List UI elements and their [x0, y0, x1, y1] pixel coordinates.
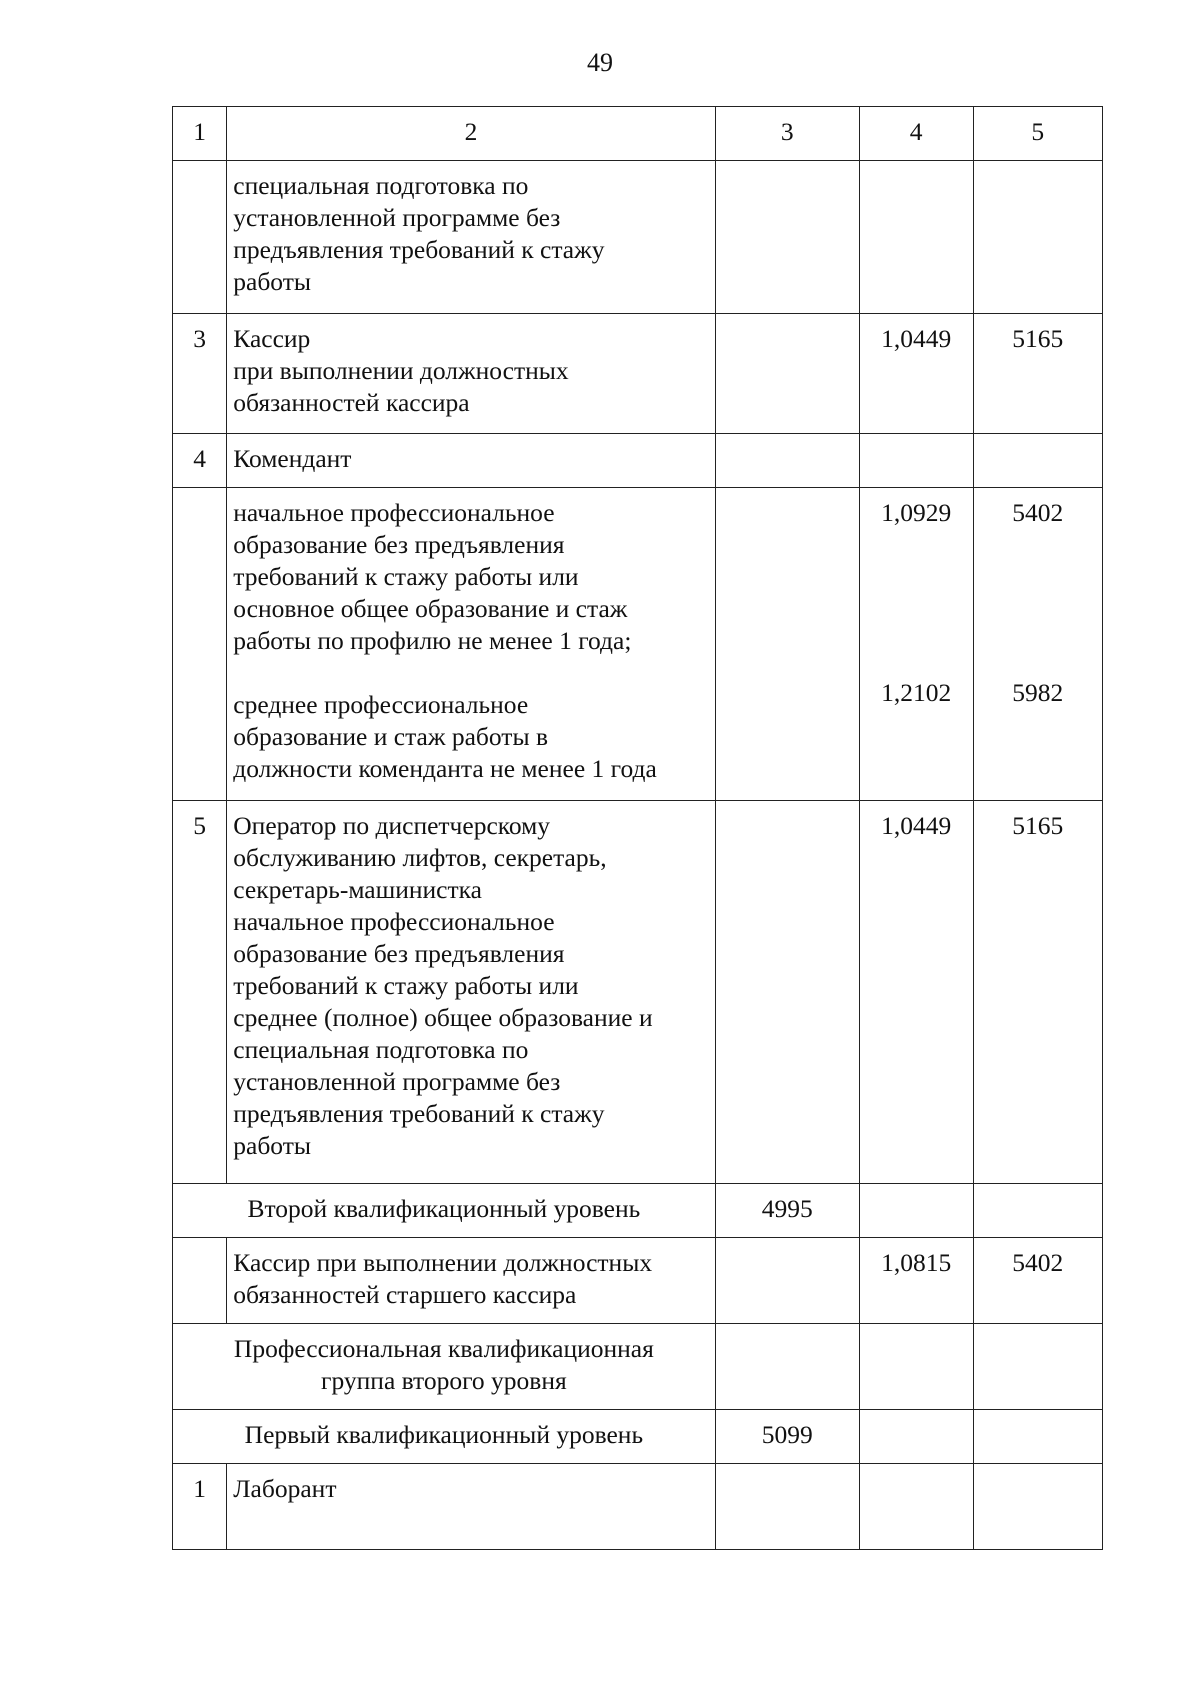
row-salary	[973, 1184, 1102, 1238]
komendant-option-a: начальное профессиональное образование без предъявления требований к стажу работы или основное общее образование и стаж работы по профилю не менее 1 года;	[233, 498, 632, 655]
header-col-3: 3	[715, 107, 859, 161]
row-salary: 5165	[973, 314, 1102, 434]
row-salary	[973, 488, 1102, 801]
row-coefficient: 1,0449	[859, 314, 973, 434]
table-row	[173, 314, 1103, 434]
base-salary: 5099	[715, 1410, 859, 1464]
row-salary	[973, 1410, 1102, 1464]
row-number-empty	[173, 488, 227, 801]
row-col-3	[715, 314, 859, 434]
row-coefficient	[859, 1464, 973, 1550]
table-row	[173, 1238, 1103, 1324]
row-coefficient	[859, 1410, 973, 1464]
header-col-4: 4	[859, 107, 973, 161]
qualification-level-label: Второй квалификационный уровень	[173, 1184, 716, 1238]
qualification-group-label: Профессиональная квалификационная группа второго уровня	[173, 1324, 716, 1410]
row-coefficient	[859, 434, 973, 488]
table-row	[173, 161, 1103, 314]
row-coefficient	[859, 488, 973, 801]
row-coefficient: 1,0815	[859, 1238, 973, 1324]
row-salary	[973, 161, 1102, 314]
salary-b: 5982	[1012, 678, 1064, 707]
row-number	[173, 161, 227, 314]
qualification-level-row	[173, 1410, 1103, 1464]
row-col-3	[715, 801, 859, 1184]
qualification-level-row	[173, 1184, 1103, 1238]
row-coefficient	[859, 161, 973, 314]
coefficient-b: 1,2102	[881, 678, 952, 707]
row-coefficient: 1,0449	[859, 801, 973, 1184]
row-description: Кассир при выполнении должностных обязанностей старшего кассира	[227, 1238, 715, 1324]
row-salary	[973, 1324, 1102, 1410]
base-salary: 4995	[715, 1184, 859, 1238]
salary-a: 5402	[1012, 498, 1064, 527]
row-description: Лаборант	[227, 1464, 715, 1550]
row-description	[227, 488, 715, 801]
table-row	[173, 434, 1103, 488]
table-row	[173, 801, 1103, 1184]
row-number: 3	[173, 314, 227, 434]
row-number: 1	[173, 1464, 227, 1550]
header-col-5: 5	[973, 107, 1102, 161]
komendant-option-b: среднее профессиональное образование и стаж работы в должности коменданта не менее 1 года	[233, 690, 657, 783]
table-header-row	[173, 107, 1103, 161]
page-number: 49	[587, 48, 613, 77]
row-col-3	[715, 1324, 859, 1410]
row-description: Комендант	[227, 434, 715, 488]
staff-salary-table	[172, 106, 1103, 1550]
header-col-2: 2	[227, 107, 715, 161]
row-description: Оператор по диспетчерскому обслуживанию лифтов, секретарь, секретарь-машинистка начальное профессиональное образование без предъявления требований к стажу работы или среднее (полное) общее образование и специальная подготовка по установленной программе без предъявления требований к стажу работы	[227, 801, 715, 1184]
row-description: Кассир при выполнении должностных обязанностей кассира	[227, 314, 715, 434]
row-number	[173, 1238, 227, 1324]
row-col-3	[715, 161, 859, 314]
row-salary	[973, 434, 1102, 488]
row-salary	[973, 1464, 1102, 1550]
qualification-level-label: Первый квалификационный уровень	[173, 1410, 716, 1464]
row-coefficient	[859, 1324, 973, 1410]
row-number: 5	[173, 801, 227, 1184]
row-col-3	[715, 1464, 859, 1550]
coefficient-a: 1,0929	[881, 498, 952, 527]
row-description: специальная подготовка по установленной программе без предъявления требований к стажу работы	[227, 161, 715, 314]
table-row	[173, 488, 1103, 801]
row-salary: 5402	[973, 1238, 1102, 1324]
row-col-3	[715, 1238, 859, 1324]
qualification-group-row	[173, 1324, 1103, 1410]
row-coefficient	[859, 1184, 973, 1238]
row-col-3	[715, 488, 859, 801]
row-col-3	[715, 434, 859, 488]
row-number: 4	[173, 434, 227, 488]
table-row	[173, 1464, 1103, 1550]
header-col-1: 1	[173, 107, 227, 161]
row-salary: 5165	[973, 801, 1102, 1184]
